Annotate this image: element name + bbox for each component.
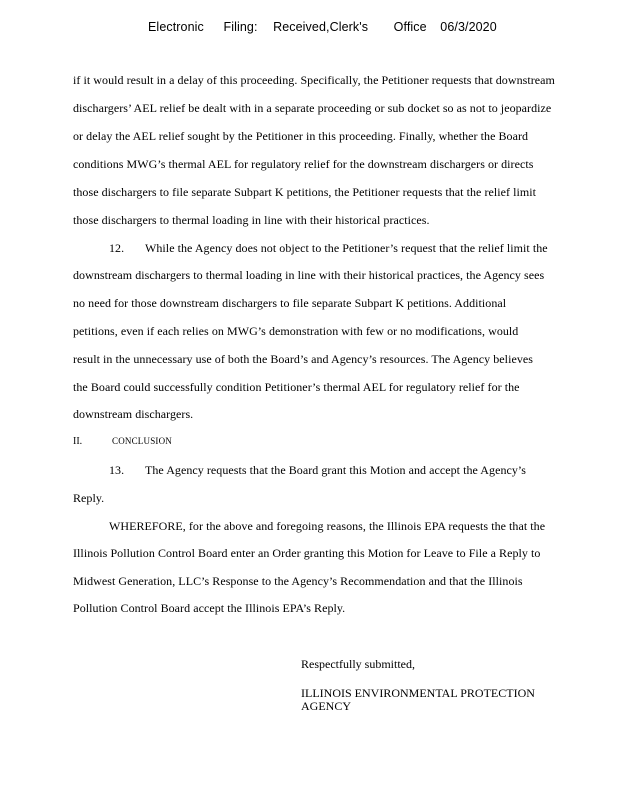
wherefore-first-line: WHEREFORE, for the above and foregoing reasons, the Illinois EPA requests the that the bbox=[109, 519, 546, 533]
agency-name-line2: AGENCY bbox=[301, 699, 351, 713]
section-title: CONCLUSION bbox=[112, 436, 173, 446]
body-line: petitions, even if each relies on MWG’s demonstration with few or no modifications, would bbox=[73, 324, 519, 338]
header-date: 06/3/2020 bbox=[440, 20, 497, 34]
closing: Respectfully submitted, bbox=[301, 657, 415, 671]
body-line: Midwest Generation, LLC’s Response to the Agency’s Recommendation and that the Illinois bbox=[73, 574, 523, 588]
paragraph-number: 13. bbox=[109, 463, 125, 477]
body-line: the Board could successfully condition Petitioner’s thermal AEL for regulatory relief for the bbox=[73, 380, 520, 394]
paragraph-text: While the Agency does not object to the Petitioner’s request that the relief limit the bbox=[145, 241, 548, 255]
filing-header bbox=[148, 20, 497, 34]
body-line: Illinois Pollution Control Board enter an Order granting this Motion for Leave to File a Reply to bbox=[73, 546, 541, 560]
paragraph-text: The Agency requests that the Board grant this Motion and accept the Agency’s bbox=[145, 463, 527, 477]
header-received-clerks: Received,Clerk's bbox=[273, 20, 369, 34]
header-office: Office bbox=[393, 20, 427, 34]
body-line: no need for those downstream dischargers to file separate Subpart K petitions. Additional bbox=[73, 296, 507, 310]
body-line: result in the unnecessary use of both the Board’s and Agency’s resources. The Agency believes bbox=[73, 352, 533, 366]
body-line: or delay the AEL relief sought by the Petitioner in this proceeding. Finally, whether the Board bbox=[73, 129, 529, 143]
body-line: those dischargers to thermal loading in line with their historical practices. bbox=[73, 213, 430, 227]
header-filing: Filing: bbox=[223, 20, 258, 34]
body-line: those dischargers to file separate Subpart K petitions, the Petitioner requests that the relief limit bbox=[73, 185, 537, 199]
paragraph-number: 12. bbox=[109, 241, 125, 255]
body-line: conditions MWG’s thermal AEL for regulatory relief for the downstream dischargers or directs bbox=[73, 157, 534, 171]
agency-name-line1: ILLINOIS ENVIRONMENTAL PROTECTION bbox=[301, 686, 535, 700]
body-line: downstream dischargers to thermal loading in line with their historical practices, the Agency sees bbox=[73, 268, 545, 282]
paragraph-12-first-line bbox=[109, 241, 548, 256]
body-line: dischargers’ AEL relief be dealt with in a separate proceeding or sub docket so as not to jeopardize bbox=[73, 101, 552, 115]
header-electronic: Electronic bbox=[148, 20, 204, 34]
paragraph-13-first-line bbox=[109, 463, 526, 478]
body-line: Pollution Control Board accept the Illinois EPA’s Reply. bbox=[73, 601, 346, 615]
section-number: II. bbox=[73, 436, 83, 447]
section-heading bbox=[73, 436, 172, 447]
body-line: Reply. bbox=[73, 491, 105, 505]
body-line: if it would result in a delay of this proceeding. Specifically, the Petitioner requests that downstream bbox=[73, 73, 555, 87]
body-line: downstream dischargers. bbox=[73, 407, 194, 421]
